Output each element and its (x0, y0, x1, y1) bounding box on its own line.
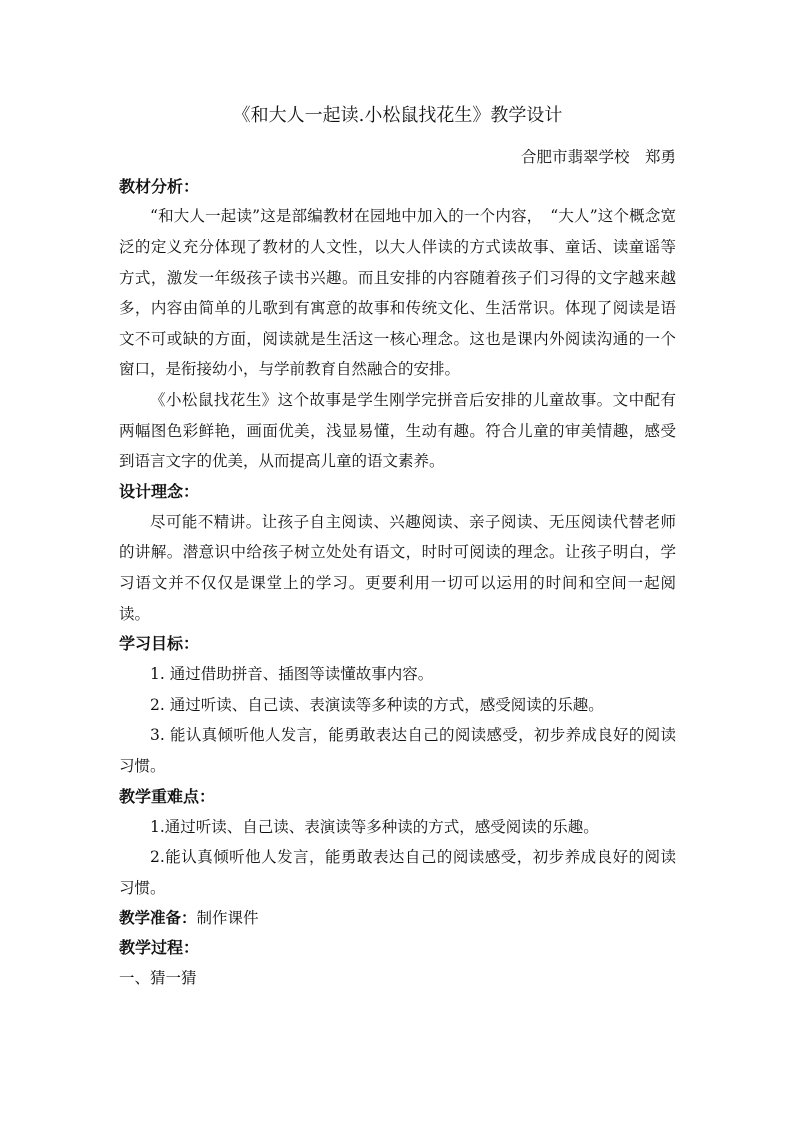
preparation-line (119, 903, 676, 933)
material-analysis-paragraph-1: “和大人一起读”这是部编教材在园地中加入的一个内容， “大人”这个概念宽泛的定义充分体现了教材的人文性，以大人伴读的方式读故事、童话、读童谣等方式，激发一年级孩子读书兴趣。而且安排的内容随着孩子们习得的文字越来越多，内容由简单的儿歌到有寓意的故事和传统文化、生活常识。体现了阅读是语文不可或缺的方面，阅读就是生活这一核心理念。这也是课内外阅读沟通的一个窗口，是衔接幼小，与学前教育自然融合的安排。 (119, 207, 676, 379)
key-point-item: 2.能认真倾听他人发言，能勇敢表达自己的阅读感受，初步养成良好的阅读习惯。 (119, 848, 676, 897)
heading-design-concept: 设计理念： (119, 481, 200, 501)
preparation-value: 制作课件 (196, 909, 259, 928)
design-concept-paragraph: 尽可能不精讲。让孩子自主阅读、兴趣阅读、亲子阅读、无压阅读代替老师的讲解。潜意识中给孩子树立处处有语文，时时可阅读的理念。让孩子明白，学习语文并不仅仅是课堂上的学习。更要利用一切可以运用的时间和空间一起阅读。 (119, 512, 676, 623)
heading-key-points: 教学重难点： (119, 786, 216, 806)
heading-material-analysis: 教材分析： (119, 177, 200, 196)
heading-process: 教学过程： (119, 938, 200, 958)
document-title: 《和大人一起读.小松鼠找花生》教学设计 (232, 105, 563, 126)
heading-learning-goals: 学习目标： (119, 634, 200, 654)
learning-goal-item: 3. 能认真倾听他人发言，能勇敢表达自己的阅读感受，初步养成良好的阅读习惯。 (119, 726, 676, 775)
author-line: 合肥市翡翠学校 郑勇 (520, 148, 676, 166)
learning-goal-item: 2. 通过听读、自己读、表演读等多种读的方式，感受阅读的乐趣。 (150, 695, 604, 714)
learning-goal-item: 1. 通过借助拼音、插图等读懂故事内容。 (150, 665, 434, 684)
process-step-1: 一、猜一猜 (119, 969, 197, 988)
document-page (119, 104, 676, 993)
material-analysis-paragraph-2: 《小松鼠找花生》这个故事是学生刚学完拼音后安排的儿童故事。文中配有两幅图色彩鲜艳，画面优美，浅显易懂，生动有趣。符合儿童的审美情趣，感受到语言文字的优美，从而提高儿童的语文素养。 (119, 390, 676, 471)
heading-preparation: 教学准备： (119, 908, 197, 928)
key-point-item: 1.通过听读、自己读、表演读等多种读的方式，感受阅读的乐趣。 (150, 817, 599, 836)
